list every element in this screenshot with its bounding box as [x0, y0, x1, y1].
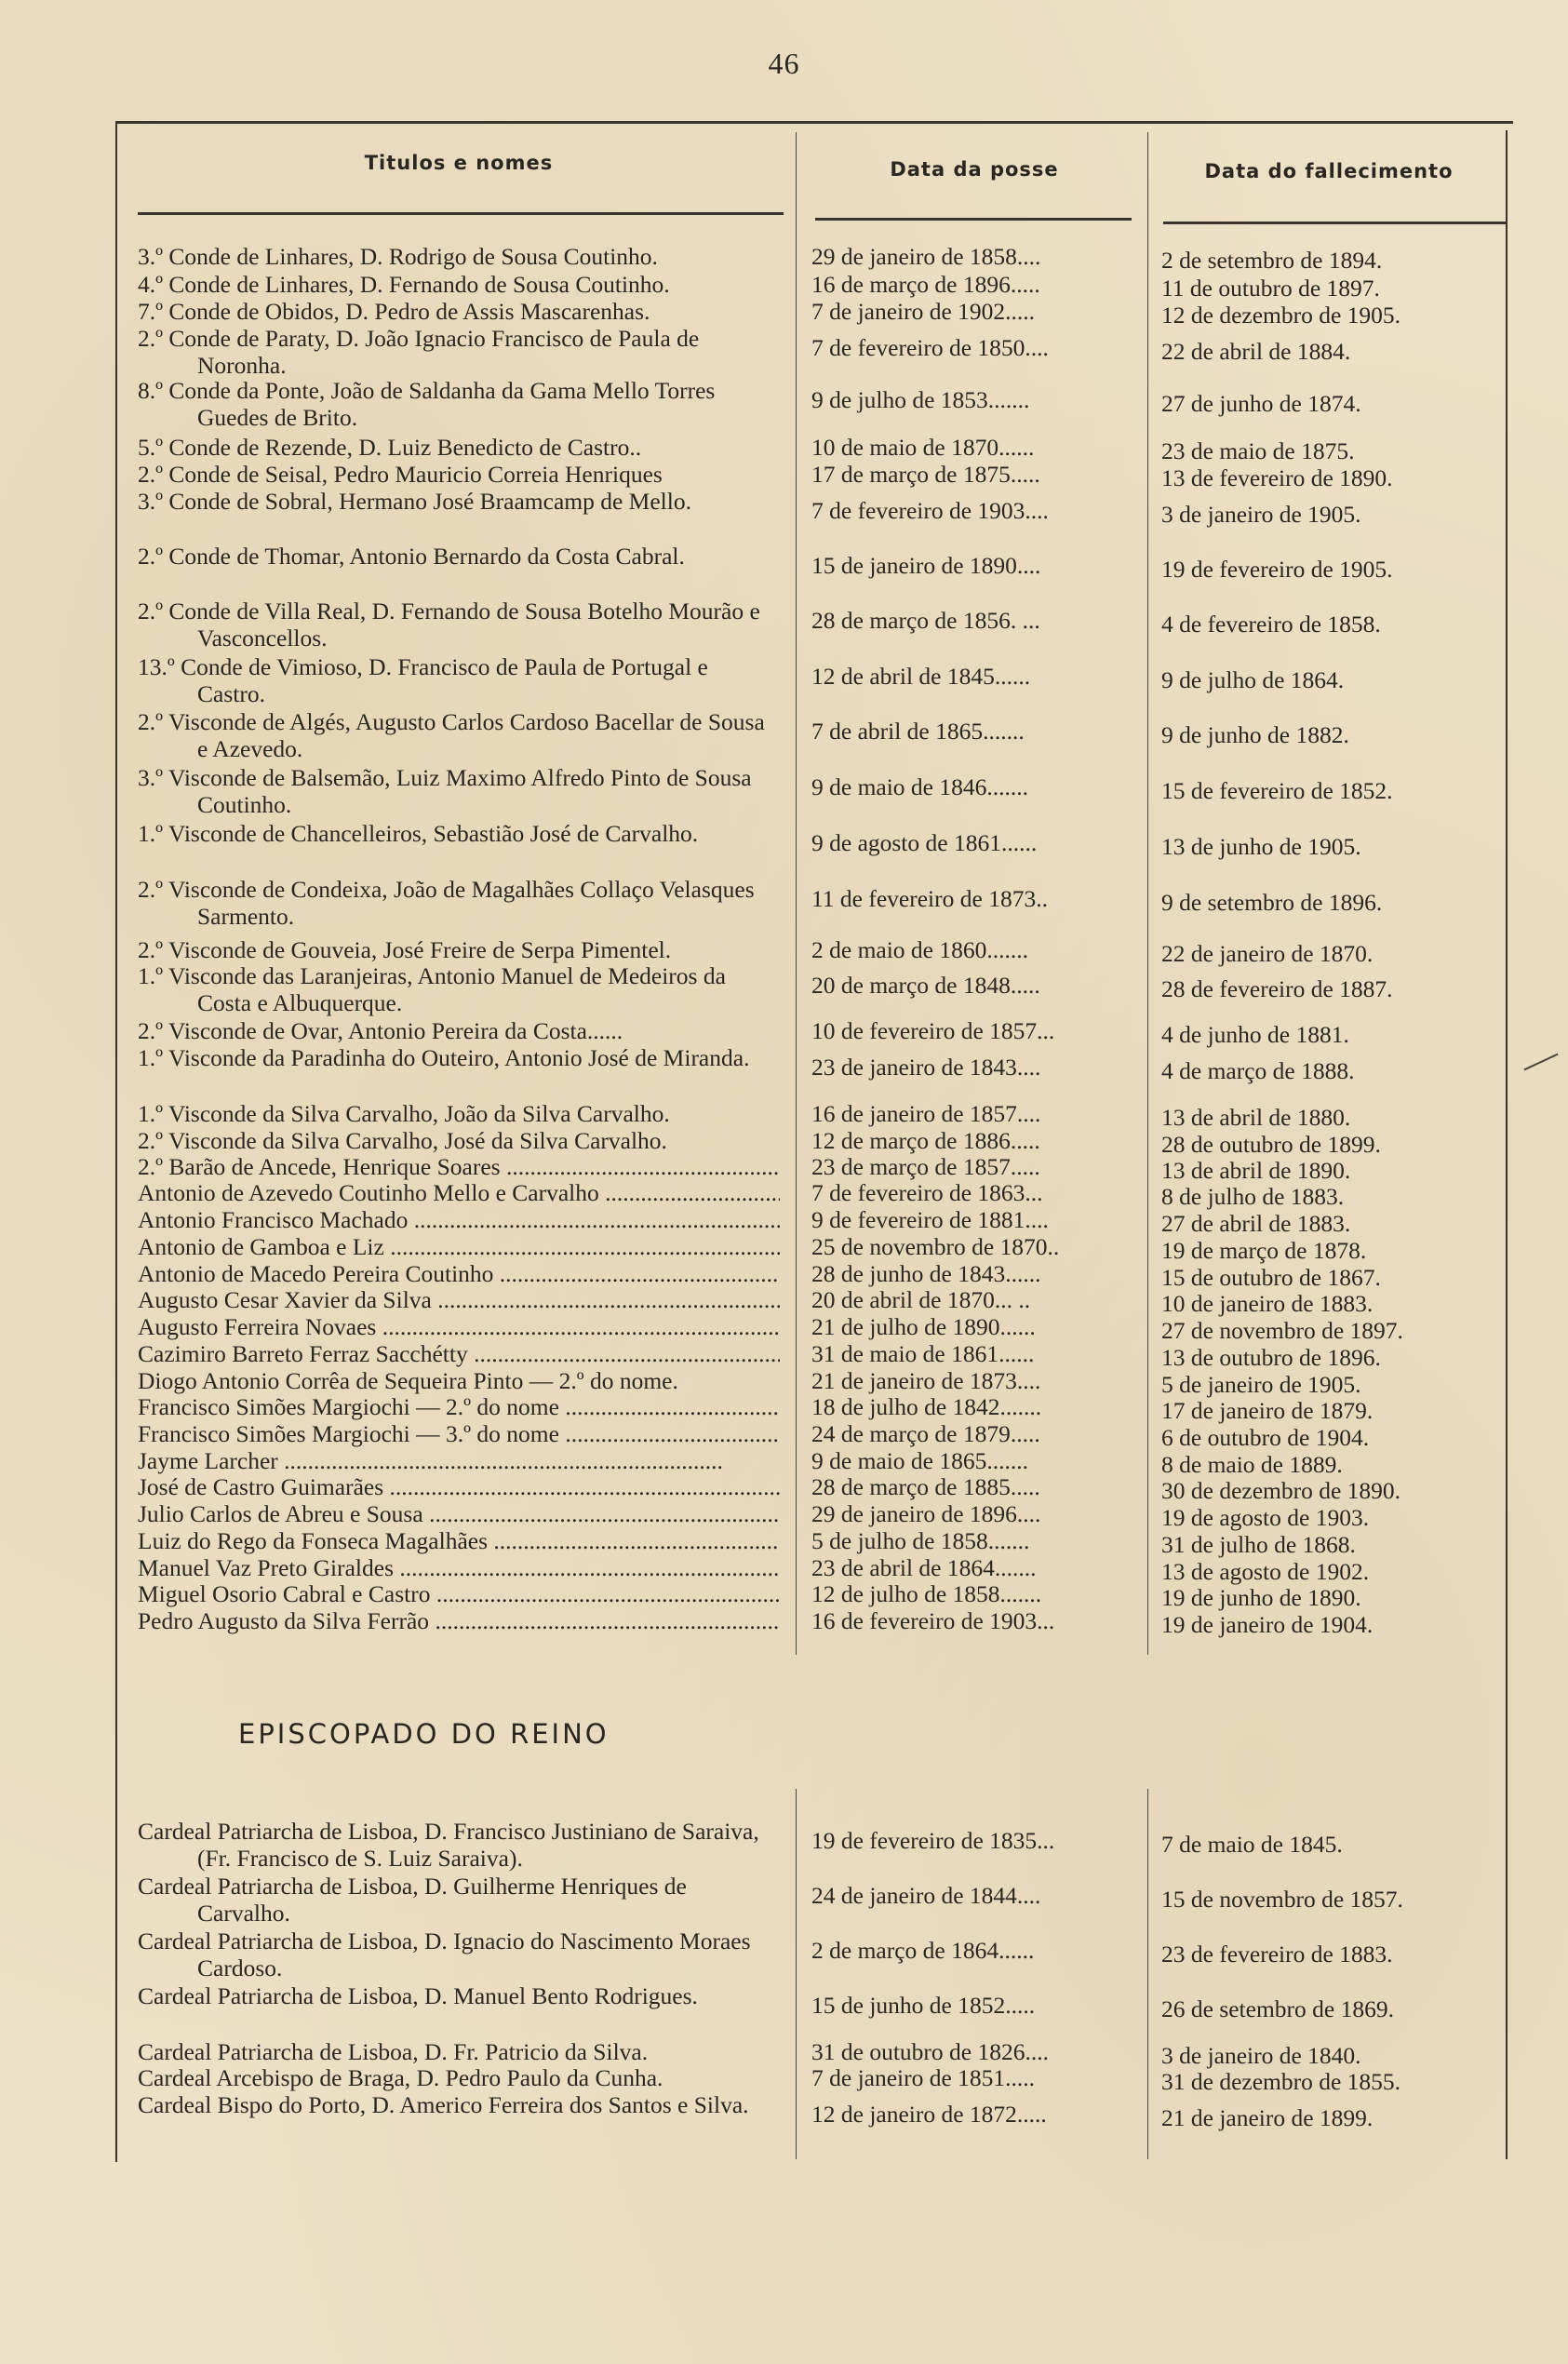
death-date-cell: 8 de maio de 1889.	[1161, 1451, 1343, 1478]
death-date-cell: 13 de junho de 1905.	[1161, 833, 1361, 860]
title-name-cell: 1.º Visconde da Paradinha do Outeiro, Antonio José de Miranda.	[138, 1044, 750, 1071]
death-date-cell: 7 de maio de 1845.	[1161, 1831, 1343, 1858]
death-date-cell: 8 de julho de 1883.	[1161, 1183, 1345, 1210]
possession-date-cell: 23 de abril de 1864.......	[811, 1554, 1037, 1581]
title-name-cell: 2.º Visconde de Gouveia, José Freire de Serpa Pimentel.	[138, 936, 672, 963]
death-date-cell: 23 de fevereiro de 1883.	[1161, 1941, 1393, 1968]
column-divider	[796, 1789, 797, 2159]
death-date-cell: 9 de junho de 1882.	[1161, 721, 1349, 748]
possession-date-cell: 20 de março de 1848.....	[811, 972, 1040, 999]
death-date-cell: 19 de janeiro de 1904.	[1161, 1611, 1374, 1638]
title-name-cell: Francisco Simões Margiochi — 3.º do nome .....	[138, 1420, 780, 1447]
possession-date-cell: 9 de maio de 1846.......	[811, 773, 1028, 800]
death-date-cell: 19 de junho de 1890.	[1161, 1584, 1361, 1611]
death-date-cell: 31 de dezembro de 1855.	[1161, 2068, 1401, 2095]
title-name-cell: José de Castro Guimarães .....	[138, 1473, 780, 1500]
possession-date-cell: 18 de julho de 1842.......	[811, 1393, 1042, 1420]
possession-date-cell: 24 de janeiro de 1844....	[811, 1882, 1041, 1909]
title-name-cell: Julio Carlos de Abreu e Sousa .....	[138, 1500, 780, 1527]
possession-date-cell: 7 de janeiro de 1902.....	[811, 298, 1036, 325]
title-name-cell: 7.º Conde de Obidos, D. Pedro de Assis Mascarenhas.	[138, 298, 650, 325]
death-date-cell: 27 de novembro de 1897.	[1161, 1317, 1403, 1344]
death-date-cell: 4 de fevereiro de 1858.	[1161, 611, 1381, 638]
bishop-name-cell: Cardeal Bispo do Porto, D. Americo Ferreira dos Santos e Silva.	[138, 2091, 749, 2118]
title-name-cell: Diogo Antonio Corrêa de Sequeira Pinto — 2.º do nome.	[138, 1367, 678, 1394]
title-name-cell: 8.º Conde da Ponte, João de Saldanha da Gama Mello Torres Guedes de Brito.	[138, 377, 716, 431]
possession-date-cell: 31 de outubro de 1826....	[811, 2038, 1049, 2065]
possession-date-cell: 21 de julho de 1890......	[811, 1313, 1036, 1340]
possession-date-cell: 9 de fevereiro de 1881....	[811, 1206, 1049, 1233]
possession-date-cell: 23 de janeiro de 1843....	[811, 1054, 1041, 1081]
title-name-cell: 2.º Conde de Villa Real, D. Fernando de Sousa Botelho Mourão e Vasconcellos.	[138, 598, 760, 651]
bishop-name-cell: Cardeal Patriarcha de Lisboa, D. Fr. Patricio da Silva.	[138, 2038, 649, 2065]
title-name-cell: 4.º Conde de Linhares, D. Fernando de Sousa Coutinho.	[138, 271, 670, 298]
column-divider	[1147, 132, 1148, 1655]
section-title: EPISCOPADO DO REINO	[238, 1718, 610, 1750]
possession-date-cell: 7 de abril de 1865.......	[811, 718, 1025, 745]
death-date-cell: 3 de janeiro de 1905.	[1161, 501, 1361, 528]
possession-date-cell: 10 de fevereiro de 1857...	[811, 1017, 1055, 1044]
death-date-cell: 13 de fevereiro de 1890.	[1161, 464, 1393, 491]
title-name-cell: 5.º Conde de Rezende, D. Luiz Benedicto de Castro..	[138, 434, 642, 461]
death-date-cell: 15 de fevereiro de 1852.	[1161, 777, 1393, 804]
column-header-titles: Titulos e nomes	[364, 152, 554, 174]
title-name-cell: 1.º Visconde de Chancelleiros, Sebastião José de Carvalho.	[138, 820, 699, 847]
death-date-cell: 30 de dezembro de 1890.	[1161, 1477, 1401, 1504]
possession-date-cell: 2 de maio de 1860.......	[811, 936, 1028, 963]
death-date-cell: 22 de abril de 1884.	[1161, 338, 1351, 365]
possession-date-cell: 9 de julho de 1853.......	[811, 386, 1030, 413]
possession-date-cell: 31 de maio de 1861......	[811, 1340, 1035, 1367]
header-rule	[138, 212, 784, 215]
bishop-name-cell: Cardeal Arcebispo de Braga, D. Pedro Paulo da Cunha.	[138, 2064, 663, 2091]
possession-date-cell: 7 de fevereiro de 1903....	[811, 497, 1049, 524]
column-header-death: Data do fallecimento	[1204, 160, 1454, 182]
possession-date-cell: 19 de fevereiro de 1835...	[811, 1827, 1055, 1854]
possession-date-cell: 28 de março de 1885.....	[811, 1473, 1040, 1500]
title-name-cell: 13.º Conde de Vimioso, D. Francisco de Paula de Portugal e Castro.	[138, 653, 708, 707]
death-date-cell: 28 de outubro de 1899.	[1161, 1131, 1381, 1158]
possession-date-cell: 17 de março de 1875.....	[811, 461, 1040, 488]
possession-date-cell: 20 de abril de 1870... ..	[811, 1286, 1031, 1313]
possession-date-cell: 23 de março de 1857.....	[811, 1153, 1040, 1180]
title-name-cell: Manuel Vaz Preto Giraldes .....	[138, 1554, 780, 1581]
possession-date-cell: 7 de fevereiro de 1863...	[811, 1179, 1043, 1206]
bishop-name-cell: Cardeal Patriarcha de Lisboa, D. Guilherme Henriques de Carvalho.	[138, 1873, 687, 1927]
death-date-cell: 26 de setembro de 1869.	[1161, 1995, 1394, 2022]
death-date-cell: 21 de janeiro de 1899.	[1161, 2104, 1374, 2131]
title-name-cell: Augusto Ferreira Novaes .....	[138, 1313, 780, 1340]
possession-date-cell: 9 de maio de 1865.......	[811, 1447, 1028, 1474]
title-name-cell: 3.º Conde de Linhares, D. Rodrigo de Sousa Coutinho.	[138, 243, 658, 270]
title-name-cell: 3.º Visconde de Balsemão, Luiz Maximo Alfredo Pinto de Sousa Coutinho.	[138, 764, 752, 818]
death-date-cell: 19 de fevereiro de 1905.	[1161, 556, 1393, 583]
death-date-cell: 19 de agosto de 1903.	[1161, 1504, 1370, 1531]
possession-date-cell: 15 de junho de 1852.....	[811, 1992, 1036, 2019]
title-name-cell: Cazimiro Barreto Ferraz Sacchétty .....	[138, 1340, 780, 1367]
death-date-cell: 27 de abril de 1883.	[1161, 1210, 1351, 1237]
possession-date-cell: 9 de agosto de 1861......	[811, 829, 1038, 856]
possession-date-cell: 21 de janeiro de 1873....	[811, 1367, 1041, 1394]
possession-date-cell: 28 de junho de 1843......	[811, 1260, 1041, 1287]
title-name-cell: Augusto Cesar Xavier da Silva .....	[138, 1286, 780, 1313]
column-divider	[796, 132, 797, 1655]
title-name-cell: 3.º Conde de Sobral, Hermano José Braamcamp de Mello.	[138, 488, 691, 515]
title-name-cell: Luiz do Rego da Fonseca Magalhães .....	[138, 1527, 780, 1554]
possession-date-cell: 12 de abril de 1845......	[811, 663, 1031, 690]
possession-date-cell: 12 de março de 1886.....	[811, 1127, 1040, 1154]
title-name-cell: Miguel Osorio Cabral e Castro .....	[138, 1580, 780, 1607]
death-date-cell: 5 de janeiro de 1905.	[1161, 1371, 1361, 1398]
death-date-cell: 3 de janeiro de 1840.	[1161, 2042, 1361, 2069]
possession-date-cell: 12 de julho de 1858.......	[811, 1580, 1042, 1607]
header-rule	[1163, 222, 1506, 224]
title-name-cell: 2.º Conde de Paraty, D. João Ignacio Francisco de Paula de Noronha.	[138, 325, 700, 379]
title-name-cell: 2.º Conde de Thomar, Antonio Bernardo da Costa Cabral.	[138, 543, 685, 570]
death-date-cell: 22 de janeiro de 1870.	[1161, 940, 1374, 967]
possession-date-cell: 2 de março de 1864......	[811, 1937, 1035, 1964]
title-name-cell: 2.º Visconde de Ovar, Antonio Pereira da Costa......	[138, 1017, 623, 1044]
title-name-cell: 1.º Visconde das Laranjeiras, Antonio Manuel de Medeiros da Costa e Albuquerque.	[138, 962, 726, 1016]
possession-date-cell: 7 de janeiro de 1851.....	[811, 2064, 1036, 2091]
column-divider	[1147, 1789, 1148, 2159]
death-date-cell: 9 de julho de 1864.	[1161, 666, 1345, 693]
death-date-cell: 28 de fevereiro de 1887.	[1161, 975, 1393, 1002]
title-name-cell: Antonio de Gamboa e Liz .....	[138, 1233, 780, 1260]
possession-date-cell: 10 de maio de 1870......	[811, 434, 1035, 461]
title-name-cell: 2.º Conde de Seisal, Pedro Mauricio Correia Henriques	[138, 461, 663, 488]
death-date-cell: 9 de setembro de 1896.	[1161, 889, 1383, 916]
death-date-cell: 17 de janeiro de 1879.	[1161, 1397, 1374, 1424]
possession-date-cell: 29 de janeiro de 1896....	[811, 1500, 1041, 1527]
title-name-cell: 2.º Barão de Ancede, Henrique Soares .....	[138, 1153, 780, 1180]
margin-mark	[1523, 1054, 1558, 1071]
possession-date-cell: 25 de novembro de 1870..	[811, 1233, 1060, 1260]
bishop-name-cell: Cardeal Patriarcha de Lisboa, D. Manuel Bento Rodrigues.	[138, 1982, 698, 2009]
title-name-cell: 2.º Visconde de Condeixa, João de Magalhães Collaço Velasques Sarmento.	[138, 876, 755, 930]
possession-date-cell: 15 de janeiro de 1890....	[811, 552, 1041, 579]
possession-date-cell: 24 de março de 1879.....	[811, 1420, 1040, 1447]
death-date-cell: 11 de outubro de 1897.	[1161, 275, 1380, 302]
possession-date-cell: 7 de fevereiro de 1850....	[811, 334, 1049, 361]
title-name-cell: Pedro Augusto da Silva Ferrão .....	[138, 1607, 780, 1634]
death-date-cell: 15 de outubro de 1867.	[1161, 1264, 1381, 1291]
death-date-cell: 13 de outubro de 1896.	[1161, 1344, 1381, 1371]
death-date-cell: 19 de março de 1878.	[1161, 1237, 1367, 1264]
title-name-cell: Antonio Francisco Machado .....	[138, 1206, 780, 1233]
possession-date-cell: 12 de janeiro de 1872.....	[811, 2101, 1047, 2128]
death-date-cell: 4 de junho de 1881.	[1161, 1021, 1349, 1048]
death-date-cell: 23 de maio de 1875.	[1161, 437, 1355, 464]
possession-date-cell: 5 de julho de 1858.......	[811, 1527, 1030, 1554]
death-date-cell: 15 de novembro de 1857.	[1161, 1886, 1403, 1913]
death-date-cell: 31 de julho de 1868.	[1161, 1531, 1356, 1558]
possession-date-cell: 16 de fevereiro de 1903...	[811, 1607, 1055, 1634]
death-date-cell: 13 de abril de 1880.	[1161, 1104, 1351, 1131]
title-name-cell: Jayme Larcher .....	[138, 1447, 780, 1474]
title-name-cell: 1.º Visconde da Silva Carvalho, João da Silva Carvalho.	[138, 1100, 670, 1127]
death-date-cell: 4 de março de 1888.	[1161, 1057, 1355, 1084]
possession-date-cell: 28 de março de 1856. ...	[811, 607, 1040, 634]
bishop-name-cell: Cardeal Patriarcha de Lisboa, D. Ignacio do Nascimento Moraes Cardoso.	[138, 1927, 751, 1981]
death-date-cell: 6 de outubro de 1904.	[1161, 1424, 1370, 1451]
title-name-cell: 2.º Visconde de Algés, Augusto Carlos Cardoso Bacellar de Sousa e Azevedo.	[138, 708, 765, 762]
death-date-cell: 12 de dezembro de 1905.	[1161, 302, 1401, 329]
possession-date-cell: 11 de fevereiro de 1873..	[811, 885, 1048, 912]
title-name-cell: 2.º Visconde da Silva Carvalho, José da Silva Carvalho.	[138, 1127, 667, 1154]
title-name-cell: Antonio de Azevedo Coutinho Mello e Carvalho .....	[138, 1179, 780, 1206]
death-date-cell: 13 de agosto de 1902.	[1161, 1558, 1370, 1585]
death-date-cell: 2 de setembro de 1894.	[1161, 247, 1383, 274]
page-number: 46	[768, 47, 800, 80]
possession-date-cell: 16 de março de 1896.....	[811, 271, 1040, 298]
death-date-cell: 13 de abril de 1890.	[1161, 1157, 1351, 1184]
possession-date-cell: 29 de janeiro de 1858....	[811, 243, 1041, 270]
title-name-cell: Antonio de Macedo Pereira Coutinho .....	[138, 1260, 780, 1287]
header-rule	[815, 218, 1132, 221]
column-header-possession: Data da posse	[890, 158, 1059, 181]
death-date-cell: 27 de junho de 1874.	[1161, 390, 1361, 417]
death-date-cell: 10 de janeiro de 1883.	[1161, 1290, 1374, 1317]
possession-date-cell: 16 de janeiro de 1857....	[811, 1100, 1041, 1127]
title-name-cell: Francisco Simões Margiochi — 2.º do nome .....	[138, 1393, 780, 1420]
bishop-name-cell: Cardeal Patriarcha de Lisboa, D. Francisco Justiniano de Saraiva, (Fr. Francisco de S. Luiz Saraiva).	[138, 1818, 759, 1872]
table-frame-right-border	[1506, 130, 1508, 2159]
